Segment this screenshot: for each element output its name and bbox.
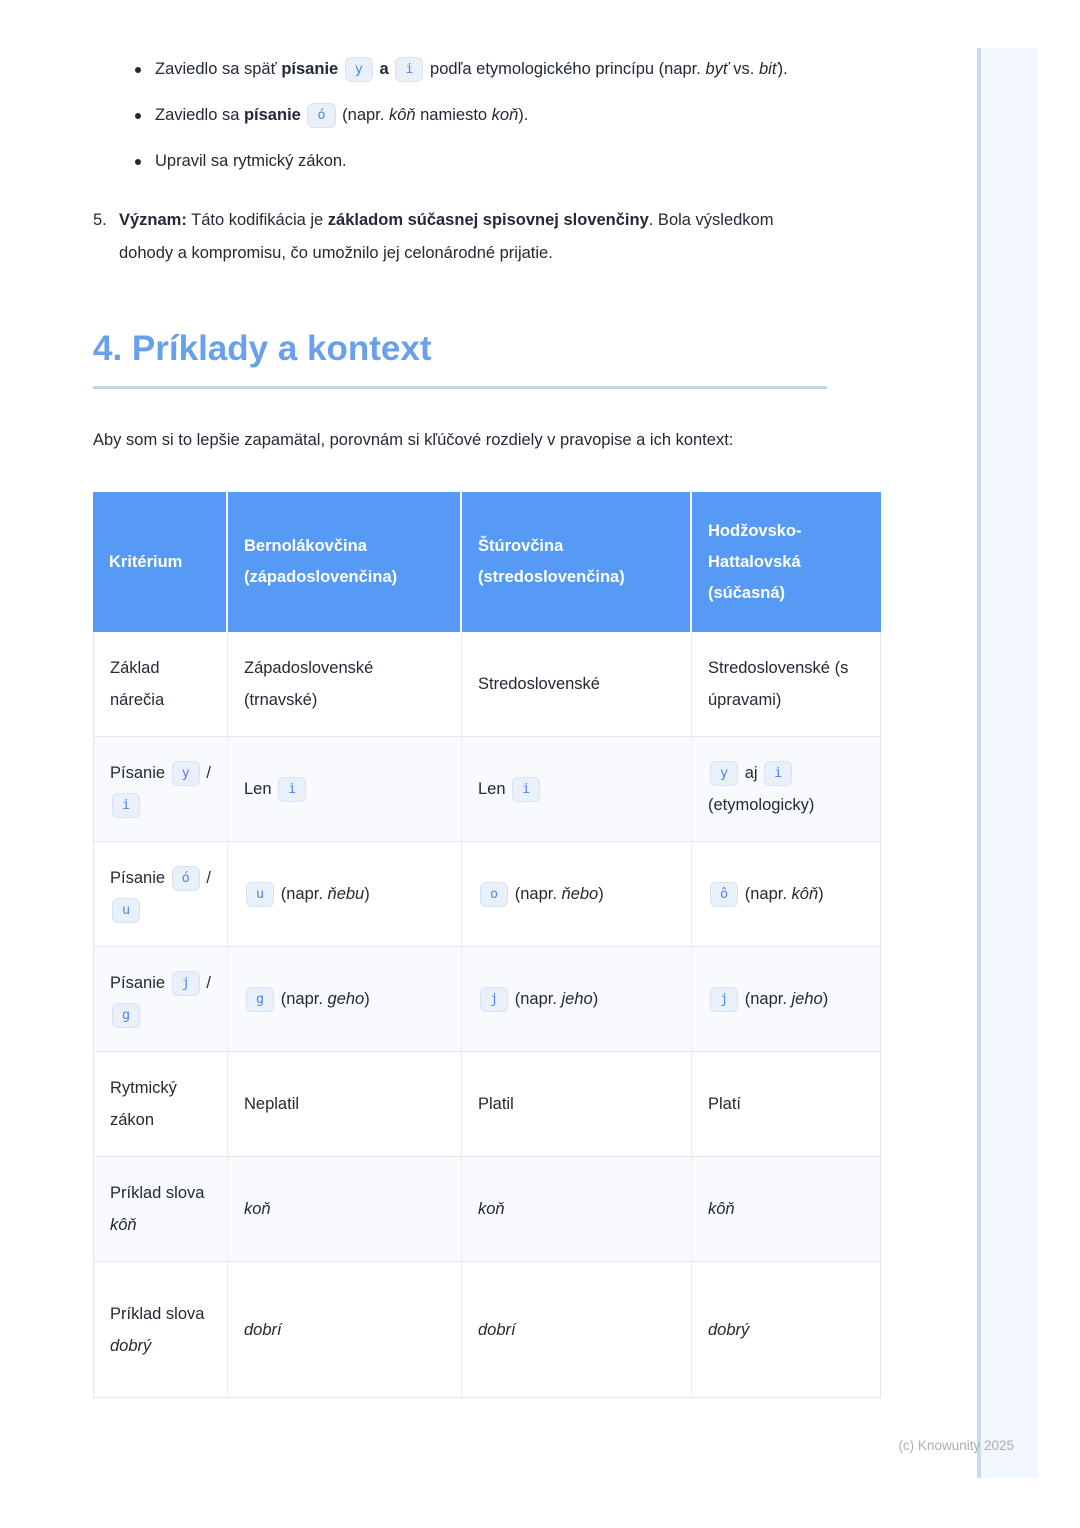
table-cell: dobrí xyxy=(462,1262,692,1398)
numbered-item-marker: 5. xyxy=(93,211,107,229)
table-cell: Len i xyxy=(462,737,692,842)
table-row xyxy=(93,842,881,947)
list-item-text: Upravil sa rytmický zákon. xyxy=(155,152,347,170)
table-row xyxy=(93,632,881,737)
list-item-text: Zaviedlo sa písanie ó (napr. kôň namiesto koň). xyxy=(155,106,528,124)
row-label-cell: Príklad slova kôň xyxy=(93,1157,228,1262)
table-cell: Platí xyxy=(692,1052,881,1157)
code-badge: j xyxy=(710,987,738,1012)
intro-paragraph: Aby som si to lepšie zapamätal, porovnám si kľúčové rozdiely v pravopise a ich kontext: xyxy=(93,431,734,449)
page-content xyxy=(93,0,881,1398)
code-badge: j xyxy=(480,987,508,1012)
table-header-row xyxy=(93,492,881,632)
table-row xyxy=(93,1157,881,1262)
numbered-item-text: Význam: Táto kodifikácia je základom súčasnej spisovnej slovenčiny. Bola výsledkom dohody a kompromisu, čo umožnilo jej celonárodné prijatie. xyxy=(119,211,774,262)
code-badge: o xyxy=(480,882,508,907)
code-badge: u xyxy=(112,898,140,923)
row-label-cell: Rytmický zákon xyxy=(93,1052,228,1157)
table-cell: Neplatil xyxy=(228,1052,462,1157)
code-badge: i xyxy=(278,777,306,802)
row-label-cell: Písanie y / i xyxy=(93,737,228,842)
code-badge: j xyxy=(172,971,200,996)
table-cell: j (napr. jeho) xyxy=(462,947,692,1052)
table-cell: dobrý xyxy=(692,1262,881,1398)
table-cell: kôň xyxy=(692,1157,881,1262)
code-badge: y xyxy=(345,57,373,82)
code-badge: y xyxy=(710,761,738,786)
table-cell: o (napr. ňebo) xyxy=(462,842,692,947)
section-heading: 4. Príklady a kontext xyxy=(93,328,827,389)
table-header-cell: Hodžovsko-Hattalovská (súčasná) xyxy=(692,492,881,632)
list-item-text: Zaviedlo sa späť písanie y a i podľa etymologického princípu (napr. byť vs. biť). xyxy=(155,60,788,78)
table-cell: koň xyxy=(462,1157,692,1262)
code-badge: y xyxy=(172,761,200,786)
table-cell: dobrí xyxy=(228,1262,462,1398)
table-row xyxy=(93,737,881,842)
next-page-edge xyxy=(977,48,1038,1478)
code-badge: i xyxy=(395,57,423,82)
table-header-cell: Štúrovčina (stredoslovenčina) xyxy=(462,492,692,632)
code-badge: ô xyxy=(710,882,738,907)
code-badge: ó xyxy=(307,103,335,128)
row-label-cell: Písanie ó / u xyxy=(93,842,228,947)
list-item xyxy=(93,53,793,86)
code-badge: g xyxy=(246,987,274,1012)
code-badge: i xyxy=(112,793,140,818)
table-cell: g (napr. geho) xyxy=(228,947,462,1052)
copyright-note: (c) Knowunity 2025 xyxy=(898,1438,1014,1453)
code-badge: i xyxy=(512,777,540,802)
code-badge: u xyxy=(246,882,274,907)
bullet-list xyxy=(93,53,793,178)
list-item xyxy=(93,145,793,178)
table-row xyxy=(93,947,881,1052)
code-badge: ó xyxy=(172,866,200,891)
table-cell: Platil xyxy=(462,1052,692,1157)
list-item xyxy=(93,99,793,132)
table-header-cell: Kritérium xyxy=(93,492,228,632)
table-cell: Len i xyxy=(228,737,462,842)
table-cell: u (napr. ňebu) xyxy=(228,842,462,947)
table-body xyxy=(93,632,881,1398)
comparison-table xyxy=(93,492,881,1398)
table-cell: Stredoslovenské (s úpravami) xyxy=(692,632,881,737)
table-cell: j (napr. jeho) xyxy=(692,947,881,1052)
table-cell: ô (napr. kôň) xyxy=(692,842,881,947)
bullet-icon xyxy=(135,113,141,119)
code-badge: i xyxy=(764,761,792,786)
table-row xyxy=(93,1262,881,1398)
table-cell: koň xyxy=(228,1157,462,1262)
table-cell: Stredoslovenské xyxy=(462,632,692,737)
table-row xyxy=(93,1052,881,1157)
code-badge: g xyxy=(112,1003,140,1028)
table-cell: Západoslovenské (trnavské) xyxy=(228,632,462,737)
row-label-cell: Písanie j / g xyxy=(93,947,228,1052)
numbered-item xyxy=(93,204,803,270)
table-cell: y aj i (etymologicky) xyxy=(692,737,881,842)
row-label-cell: Príklad slova dobrý xyxy=(93,1262,228,1398)
bullet-icon xyxy=(135,67,141,73)
row-label-cell: Základ nárečia xyxy=(93,632,228,737)
table-header-cell: Bernolákovčina (západoslovenčina) xyxy=(228,492,462,632)
bullet-icon xyxy=(135,159,141,165)
table-header xyxy=(93,492,881,632)
